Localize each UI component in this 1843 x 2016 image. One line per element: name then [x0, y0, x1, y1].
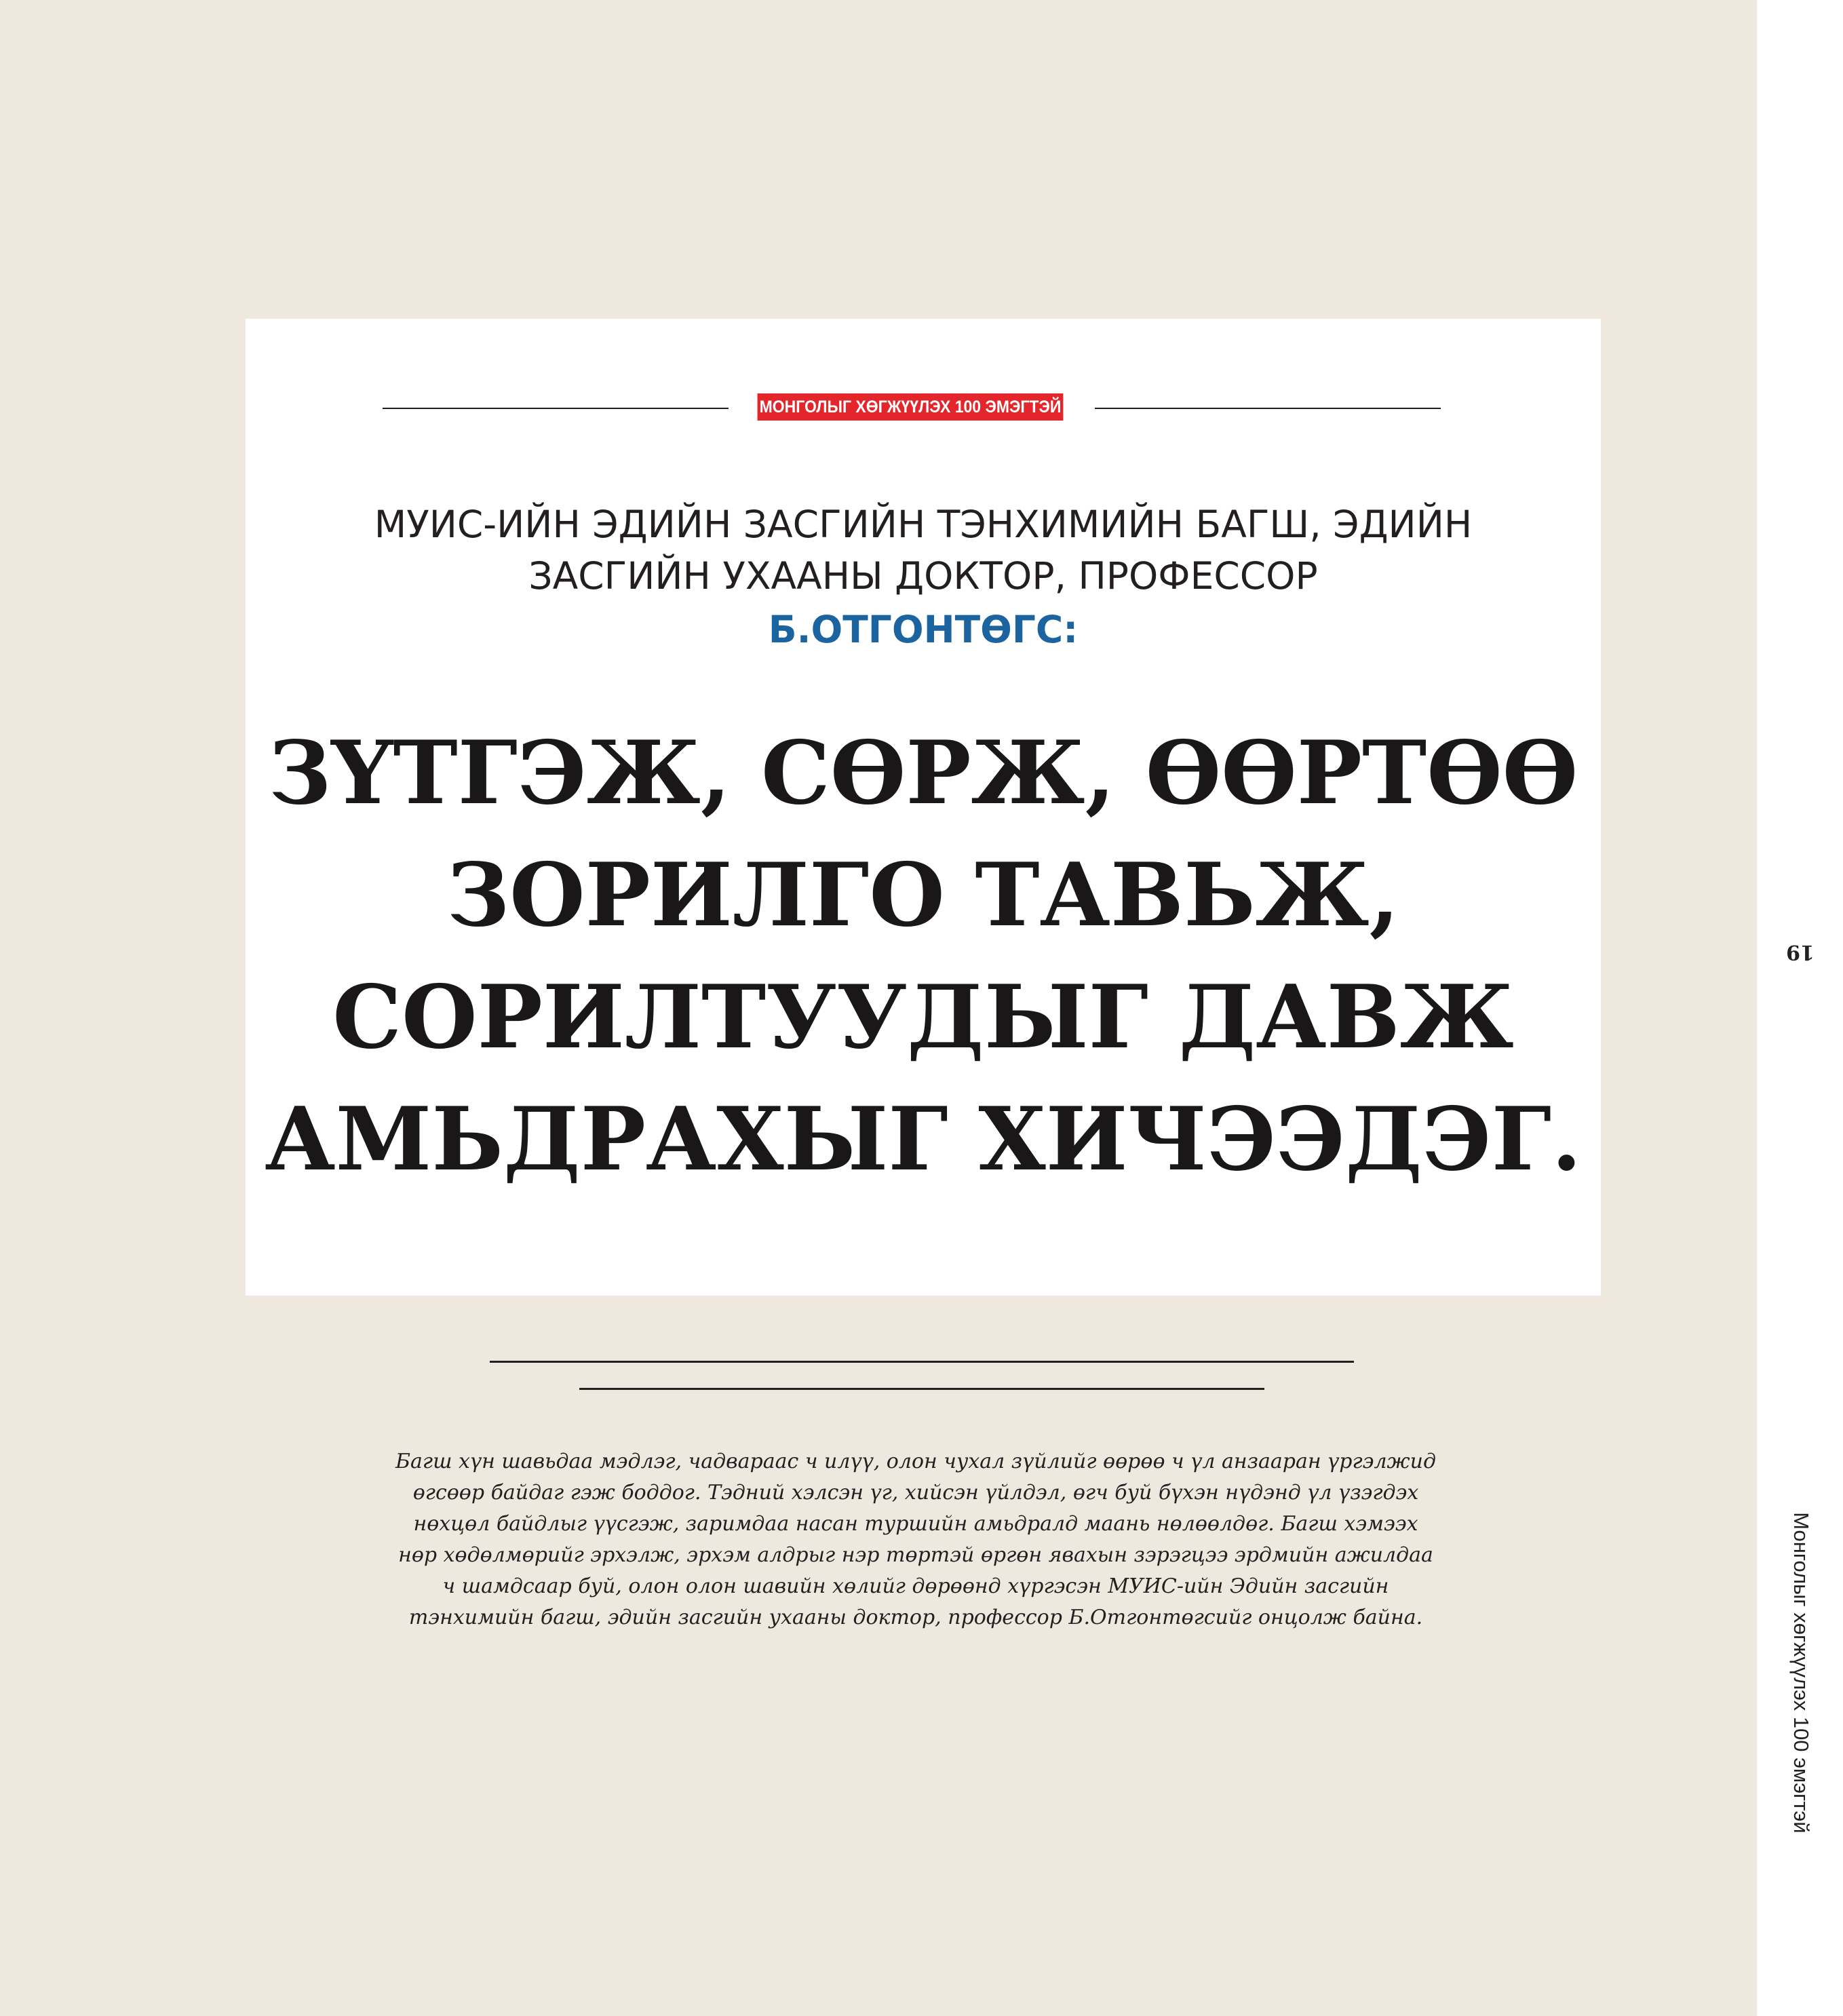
intro-line: ч шамдсаар буй, олон олон шавийн хөлийг дөрөөнд хүргэсэн МУИС-ийн Эдийн засгийн — [442, 1574, 1389, 1598]
kicker-rule-left — [383, 408, 729, 409]
headline-line-2: ЗОРИЛГО ТАВЬЖ, — [446, 845, 1400, 946]
running-head-text: Монголыг хөгжүүлэх 100 эмэгтэй — [1789, 1512, 1813, 1834]
subtitle-line-1: МУИС-ИЙН ЭДИЙН ЗАСГИЙН ТЭНХИМИЙН БАГШ, ЭДИЙН — [374, 503, 1473, 546]
subtitle-line-2: ЗАСГИЙН УХААНЫ ДОКТОР, ПРОФЕССОР — [528, 554, 1318, 598]
headline-card — [246, 319, 1601, 1296]
section-kicker-row — [383, 393, 1441, 423]
intro-line: нөр хөдөлмөрийг эрхэлж, эрхэм алдрыг нэр төртэй өргөн явахын зэрэгцээ эрдмийн ажилдаа — [398, 1543, 1433, 1567]
divider-rule-short — [579, 1388, 1264, 1390]
headline-line-1: ЗҮТГЭЖ, СӨРЖ, ӨӨРТӨӨ — [268, 722, 1578, 824]
intro-paragraph — [339, 1446, 1492, 1633]
page-number: 19 — [1786, 940, 1815, 964]
headline-line-3: СОРИЛТУУДЫГ ДАВЖ — [332, 967, 1514, 1068]
intro-line: өгсөөр байдаг гэж боддог. Тэдний хэлсэн үг, хийсэн үйлдэл, өгч буй бүхэн нүдэнд үл үзэгдэх — [412, 1481, 1419, 1505]
intro-line: тэнхимийн багш, эдийн засгийн ухааны доктор, профессор Б.Отгонтөгсийг онцолж байна. — [408, 1606, 1423, 1629]
divider-rule-long — [490, 1361, 1354, 1363]
kicker-rule-right — [1095, 408, 1441, 409]
intro-line: нөхцөл байдлыг үүсгэж, заримдаа насан туршийн амьдралд маань нөлөөлдөг. Багш хэмээх — [413, 1512, 1418, 1536]
person-name: Б.ОТГОНТӨГС: — [768, 608, 1079, 651]
intro-line: Багш хүн шавьдаа мэдлэг, чадвараас ч илүү, олон чухал зүйлийг өөрөө ч үл анзааран үргэлжид — [395, 1450, 1436, 1473]
headline-line-4: АМЬДРАХЫГ ХИЧЭЭДЭГ. — [265, 1089, 1582, 1190]
section-kicker: МОНГОЛЫГ ХӨГЖҮҮЛЭХ 100 ЭМЭГТЭЙ — [758, 393, 1064, 421]
